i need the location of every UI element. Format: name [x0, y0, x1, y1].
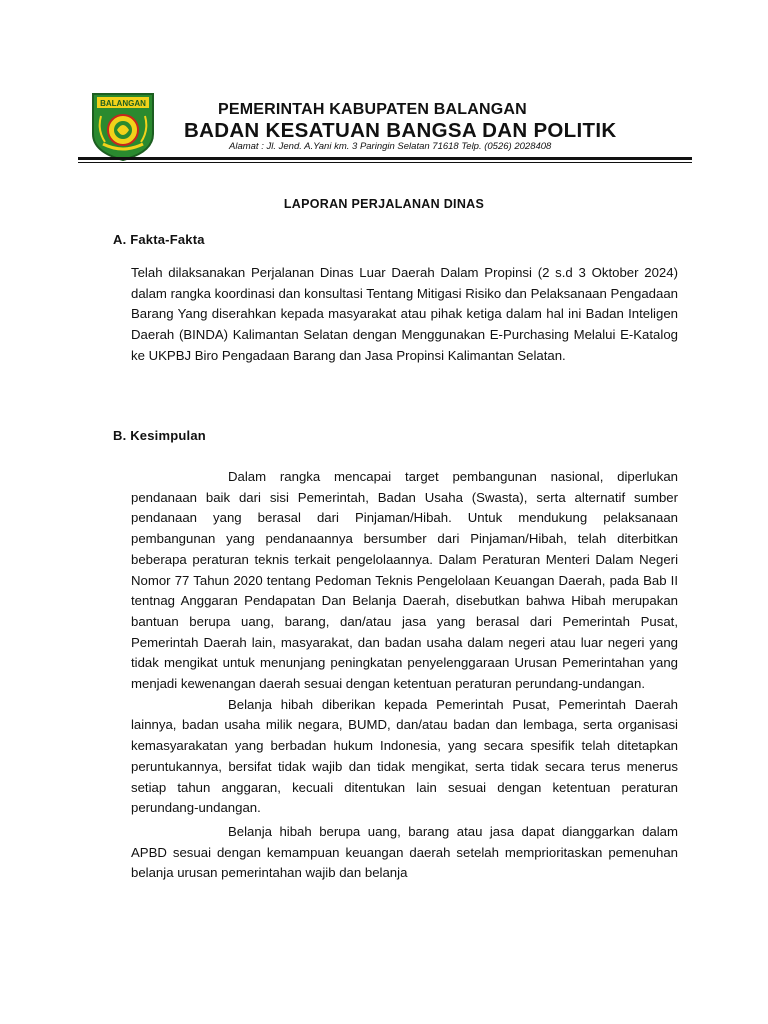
section-a-heading: A. Fakta-Fakta: [113, 232, 205, 247]
section-b-heading: B. Kesimpulan: [113, 428, 206, 443]
section-b-body: [131, 467, 678, 884]
header-rule-thin: [78, 162, 692, 163]
header-agency: BADAN KESATUAN BANGSA DAN POLITIK: [184, 119, 617, 142]
section-b-paragraph-3: Belanja hibah berupa uang, barang atau jasa dapat dianggarkan dalam APBD sesuai dengan kemampuan keuangan daerah setelah memprioritaskan pemenuhan belanja urusan pemerintahan wajib dan belanja: [131, 823, 678, 881]
header-government: PEMERINTAH KABUPATEN BALANGAN: [218, 101, 527, 118]
section-a-paragraph: Telah dilaksanakan Perjalanan Dinas Luar Daerah Dalam Propinsi (2 s.d 3 Oktober 2024) dalam rangka koordinasi dan konsultasi Tentang Mitigasi Risiko dan Pelaksanaan Pengadaan Barang Yang diserahkan kepada masyarakat atau pihak ketiga dalam hal ini Badan Inteligen Daerah (BINDA) Kalimantan Selatan dengan Menggunakan E-Purchasing Melalui E-Katalog ke UKPBJ Biro Pengadaan Barang dan Jasa Propinsi Kalimantan Selatan.: [131, 265, 678, 363]
header-rule-thick: [78, 157, 692, 160]
section-b-paragraph-2: Belanja hibah diberikan kepada Pemerintah Pusat, Pemerintah Daerah lainnya, badan usaha milik negara, BUMD, dan/atau badan dan lembaga, serta organisasi kemasyarakatan yang berbadan hukum Indonesia, yang secara spesifik telah ditetapkan peruntukannya, bersifat tidak wajib dan tidak mengikat, serta tidak secara terus menerus setiap tahun anggaran, kecuali ditentukan lain sesuai dengan ketentuan peraturan perundang-undangan.: [131, 696, 678, 816]
document-title: LAPORAN PERJALANAN DINAS: [283, 197, 485, 211]
section-a-body: [131, 263, 678, 367]
logo-text: BALANGAN: [100, 99, 146, 108]
section-b-paragraph-1: Dalam rangka mencapai target pembangunan nasional, diperlukan pendanaan baik dari sisi Pemerintah, Badan Usaha (Swasta), serta alternatif sumber pendanaan yang berasal dari Pinjaman/Hibah. Untuk mendukung pelaksanaan pembangunan yang pendanaannya bersumber dari Pinjaman/Hibah, telah diterbitkan beberapa peraturan teknis terkait pengelolaannya. Dalam Peraturan Menteri Dalam Negeri Nomor 77 Tahun 2020 tentang Pedoman Teknis Pengelolaan Keuangan Daerah, pada Bab II tentnag Anggaran Pendapatan Dan Belanja Daerah, disebutkan bahwa Hibah merupakan bantuan berupa uang, barang, dan/atau jasa yang berasal dari Pemerintah Pusat, Pemerintah Daerah lain, masyarakat, dan badan usaha dalam negeri atau luar negeri yang tidak mengikat untuk menunjang peningkatan penyelenggaraan Urusan Pemerintahan yang menjadi kewenangan daerah sesuai dengan ketentuan peraturan perundang-undangan.: [131, 469, 678, 692]
balangan-logo: [91, 90, 155, 162]
header-address: Alamat : Jl. Jend. A.Yani km. 3 Paringin Selatan 71618 Telp. (0526) 2028408: [229, 141, 552, 152]
